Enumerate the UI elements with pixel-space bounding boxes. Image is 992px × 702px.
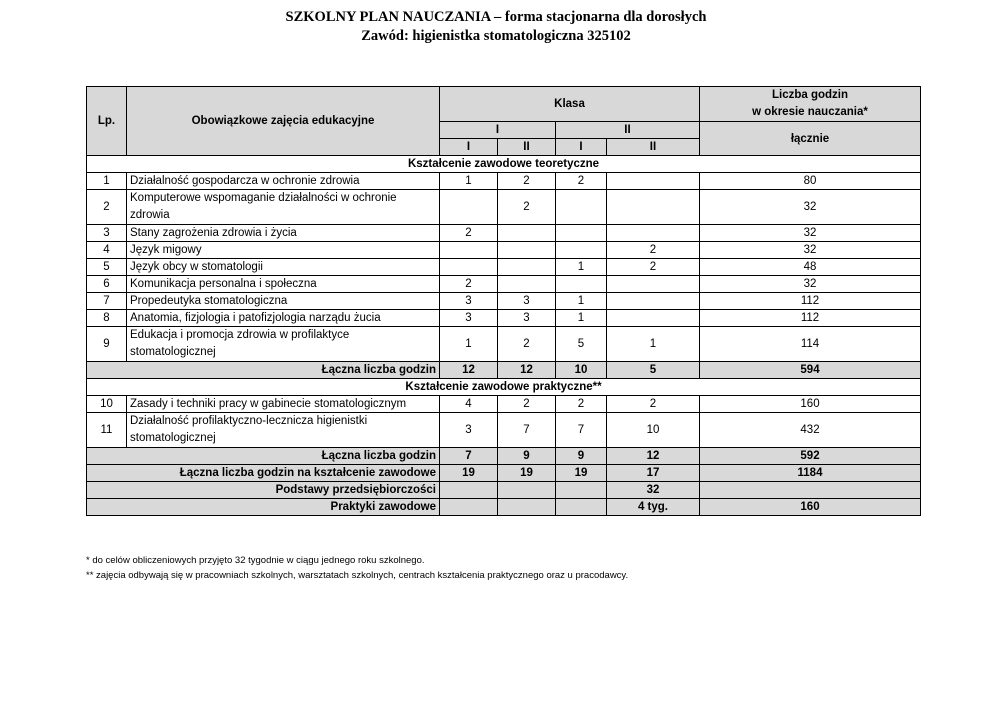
subject-name: Język migowy xyxy=(127,242,440,259)
hours-class2-sem1: 5 xyxy=(556,327,607,362)
hours-class2-sem1 xyxy=(556,190,607,225)
header-class-1: I xyxy=(440,122,556,139)
subject-lp: 1 xyxy=(87,173,127,190)
subject-lp: 10 xyxy=(87,396,127,413)
subject-row xyxy=(87,242,921,259)
hours-class2-sem2: 1 xyxy=(607,327,700,362)
subject-name: Propedeutyka stomatologiczna xyxy=(127,293,440,310)
hours-class1-sem1: 4 xyxy=(440,396,498,413)
subject-name: Działalność profilaktyczno-lecznicza higienistki stomatologicznej xyxy=(127,413,440,448)
hours-class2-sem1: 2 xyxy=(556,396,607,413)
hours-class2-sem1 xyxy=(556,242,607,259)
sum-practice-c4: 12 xyxy=(607,448,700,465)
hours-total: 160 xyxy=(700,396,921,413)
hours-class1-sem1 xyxy=(440,190,498,225)
hours-class1-sem2 xyxy=(498,276,556,293)
header-klasa: Klasa xyxy=(440,87,700,122)
sum-theory-c2: 12 xyxy=(498,362,556,379)
internship-c3 xyxy=(556,499,607,516)
subject-row xyxy=(87,173,921,190)
hours-class1-sem1: 3 xyxy=(440,293,498,310)
hours-class1-sem1: 1 xyxy=(440,173,498,190)
internship-c1 xyxy=(440,499,498,516)
subject-lp: 4 xyxy=(87,242,127,259)
sum-practice-row xyxy=(87,448,921,465)
hours-total: 114 xyxy=(700,327,921,362)
sum-vocational-row xyxy=(87,465,921,482)
hours-class2-sem2: 2 xyxy=(607,259,700,276)
header-sem-4: II xyxy=(607,139,700,156)
subject-name: Język obcy w stomatologii xyxy=(127,259,440,276)
sum-theory-c1: 12 xyxy=(440,362,498,379)
subject-row xyxy=(87,225,921,242)
subject-lp: 2 xyxy=(87,190,127,225)
hours-class2-sem2: 10 xyxy=(607,413,700,448)
subject-name: Komunikacja personalna i społeczna xyxy=(127,276,440,293)
internship-c2 xyxy=(498,499,556,516)
sum-practice-c3: 9 xyxy=(556,448,607,465)
header-hours-line1: Liczba godzin xyxy=(771,89,849,101)
hours-class1-sem2: 3 xyxy=(498,310,556,327)
subject-lp: 8 xyxy=(87,310,127,327)
hours-total: 112 xyxy=(700,310,921,327)
hours-class2-sem2 xyxy=(607,276,700,293)
hours-total: 432 xyxy=(700,413,921,448)
header-lp: Lp. xyxy=(87,87,127,156)
sum-theory-row xyxy=(87,362,921,379)
internship-row xyxy=(87,499,921,516)
subject-lp: 7 xyxy=(87,293,127,310)
section-theory-row xyxy=(87,156,921,173)
sum-practice-label: Łączna liczba godzin xyxy=(87,448,440,465)
section-practice-row xyxy=(87,379,921,396)
page-title: SZKOLNY PLAN NAUCZANIA – forma stacjonarna dla dorosłych xyxy=(285,9,707,25)
hours-class1-sem1: 2 xyxy=(440,276,498,293)
subject-name: Edukacja i promocja zdrowia w profilaktyce stomatologicznej xyxy=(127,327,440,362)
hours-total: 32 xyxy=(700,276,921,293)
hours-class2-sem2 xyxy=(607,225,700,242)
entrepreneurship-c3 xyxy=(556,482,607,499)
hours-class2-sem1: 1 xyxy=(556,259,607,276)
hours-class2-sem2 xyxy=(607,310,700,327)
sum-vocational-label: Łączna liczba godzin na kształcenie zawodowe xyxy=(87,465,440,482)
footnote-2: ** zajęcia odbywają się w pracowniach szkolnych, warsztatach szkolnych, centrach kształcenia praktycznego oraz u pracodawcy. xyxy=(86,570,629,581)
hours-class2-sem2: 2 xyxy=(607,396,700,413)
hours-total: 32 xyxy=(700,242,921,259)
sum-theory-total: 594 xyxy=(700,362,921,379)
subject-lp: 9 xyxy=(87,327,127,362)
sum-theory-label: Łączna liczba godzin xyxy=(87,362,440,379)
subject-row xyxy=(87,327,921,362)
subject-name: Stany zagrożenia zdrowia i życia xyxy=(127,225,440,242)
sum-practice-c1: 7 xyxy=(440,448,498,465)
entrepreneurship-label: Podstawy przedsiębiorczości xyxy=(87,482,440,499)
sum-theory-c3: 10 xyxy=(556,362,607,379)
subject-row xyxy=(87,396,921,413)
hours-class1-sem2: 2 xyxy=(498,396,556,413)
sum-theory-c4: 5 xyxy=(607,362,700,379)
subject-lp: 6 xyxy=(87,276,127,293)
header-hours-line2: w okresie nauczania* xyxy=(752,106,868,118)
hours-class2-sem2: 2 xyxy=(607,242,700,259)
hours-class2-sem1 xyxy=(556,225,607,242)
hours-total: 32 xyxy=(700,190,921,225)
page-subtitle: Zawód: higienistka stomatologiczna 325102 xyxy=(361,28,631,44)
sum-vocational-c1: 19 xyxy=(440,465,498,482)
hours-class2-sem1: 1 xyxy=(556,293,607,310)
hours-class1-sem2: 2 xyxy=(498,190,556,225)
hours-class2-sem1 xyxy=(556,276,607,293)
section-theory-title: Kształcenie zawodowe teoretyczne xyxy=(87,156,921,173)
hours-class2-sem2 xyxy=(607,190,700,225)
subject-name: Zasady i techniki pracy w gabinecie stomatologicznym xyxy=(127,396,440,413)
curriculum-table xyxy=(86,86,921,516)
entrepreneurship-c4: 32 xyxy=(607,482,700,499)
subject-row xyxy=(87,413,921,448)
footnote-1: * do celów obliczeniowych przyjęto 32 tygodnie w ciągu jednego roku szkolnego. xyxy=(86,555,425,566)
header-class-2: II xyxy=(556,122,700,139)
hours-class1-sem1 xyxy=(440,242,498,259)
hours-class1-sem2: 2 xyxy=(498,173,556,190)
hours-class1-sem2: 2 xyxy=(498,327,556,362)
header-total: łącznie xyxy=(700,122,921,156)
subject-name: Anatomia, fizjologia i patofizjologia narządu żucia xyxy=(127,310,440,327)
hours-class2-sem2 xyxy=(607,293,700,310)
hours-class1-sem1: 3 xyxy=(440,310,498,327)
sum-practice-total: 592 xyxy=(700,448,921,465)
subject-lp: 11 xyxy=(87,413,127,448)
hours-class2-sem1: 2 xyxy=(556,173,607,190)
header-subject: Obowiązkowe zajęcia edukacyjne xyxy=(127,87,440,156)
header-sem-1: I xyxy=(440,139,498,156)
subject-lp: 5 xyxy=(87,259,127,276)
hours-class2-sem1: 7 xyxy=(556,413,607,448)
subject-row xyxy=(87,276,921,293)
hours-class1-sem2: 3 xyxy=(498,293,556,310)
hours-total: 80 xyxy=(700,173,921,190)
hours-total: 32 xyxy=(700,225,921,242)
hours-class1-sem1: 3 xyxy=(440,413,498,448)
subject-row xyxy=(87,310,921,327)
sum-practice-c2: 9 xyxy=(498,448,556,465)
hours-class1-sem1 xyxy=(440,259,498,276)
subject-lp: 3 xyxy=(87,225,127,242)
entrepreneurship-c2 xyxy=(498,482,556,499)
subject-row xyxy=(87,259,921,276)
header-sem-2: II xyxy=(498,139,556,156)
sum-vocational-total: 1184 xyxy=(700,465,921,482)
subject-name: Komputerowe wspomaganie działalności w ochronie zdrowia xyxy=(127,190,440,225)
hours-class1-sem2: 7 xyxy=(498,413,556,448)
header-sem-3: I xyxy=(556,139,607,156)
hours-total: 112 xyxy=(700,293,921,310)
hours-class1-sem2 xyxy=(498,242,556,259)
hours-class2-sem2 xyxy=(607,173,700,190)
entrepreneurship-total xyxy=(700,482,921,499)
sum-vocational-c3: 19 xyxy=(556,465,607,482)
entrepreneurship-c1 xyxy=(440,482,498,499)
hours-class1-sem2 xyxy=(498,259,556,276)
entrepreneurship-row xyxy=(87,482,921,499)
subject-row xyxy=(87,190,921,225)
hours-class1-sem1: 2 xyxy=(440,225,498,242)
hours-total: 48 xyxy=(700,259,921,276)
hours-class1-sem2 xyxy=(498,225,556,242)
internship-label: Praktyki zawodowe xyxy=(87,499,440,516)
internship-c4: 4 tyg. xyxy=(607,499,700,516)
section-practice-title: Kształcenie zawodowe praktyczne** xyxy=(87,379,921,396)
hours-class1-sem1: 1 xyxy=(440,327,498,362)
hours-class2-sem1: 1 xyxy=(556,310,607,327)
subject-name: Działalność gospodarcza w ochronie zdrowia xyxy=(127,173,440,190)
header-hours xyxy=(700,87,921,122)
sum-vocational-c4: 17 xyxy=(607,465,700,482)
sum-vocational-c2: 19 xyxy=(498,465,556,482)
internship-total: 160 xyxy=(700,499,921,516)
subject-row xyxy=(87,293,921,310)
